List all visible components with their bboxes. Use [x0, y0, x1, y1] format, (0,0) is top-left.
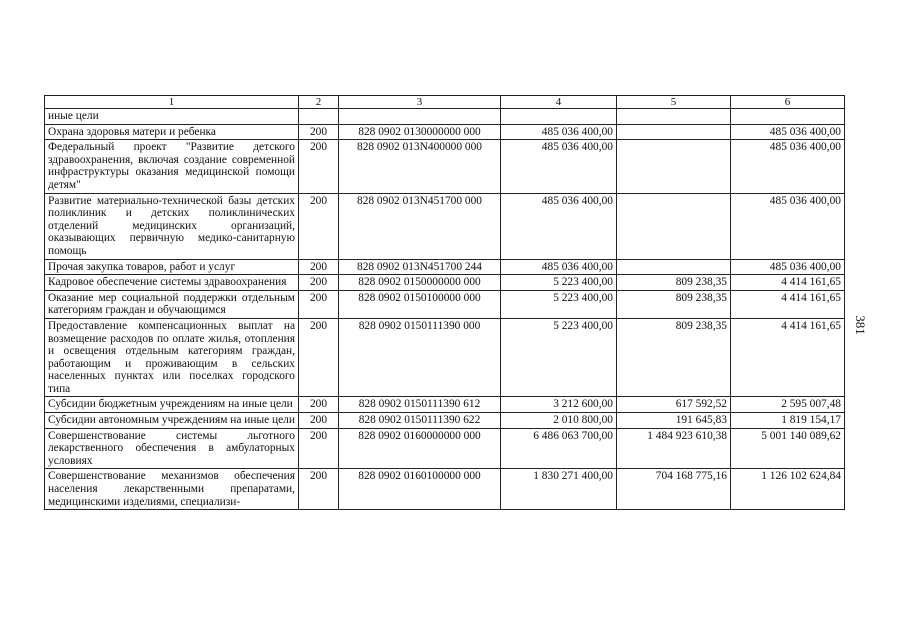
header-cell: 1 [45, 96, 299, 109]
header-cell: 3 [339, 96, 501, 109]
row-amount-executed [617, 124, 731, 140]
row-amount-remaining: 485 036 400,00 [731, 193, 845, 259]
row-description: Прочая закупка товаров, работ и услуг [45, 259, 299, 275]
row-amount-executed: 1 484 923 610,38 [617, 428, 731, 469]
header-cell: 6 [731, 96, 845, 109]
row-amount-remaining: 2 595 007,48 [731, 397, 845, 413]
row-description: Субсидии автономным учреждениям на иные цели [45, 413, 299, 429]
row-amount-plan: 3 212 600,00 [501, 397, 617, 413]
row-code: 200 [299, 193, 339, 259]
row-classification: 828 0902 013N451700 000 [339, 193, 501, 259]
table-row [45, 469, 845, 510]
row-amount-plan [501, 109, 617, 125]
row-description: Кадровое обеспечение системы здравоохранения [45, 275, 299, 291]
row-amount-executed [617, 193, 731, 259]
page-number: 381 [853, 315, 868, 335]
row-classification: 828 0902 0160000000 000 [339, 428, 501, 469]
header-cell: 4 [501, 96, 617, 109]
row-amount-plan: 2 010 800,00 [501, 413, 617, 429]
row-classification: 828 0902 0150000000 000 [339, 275, 501, 291]
row-amount-remaining: 485 036 400,00 [731, 124, 845, 140]
row-amount-executed: 617 592,52 [617, 397, 731, 413]
row-amount-executed [617, 259, 731, 275]
row-code: 200 [299, 428, 339, 469]
row-amount-executed: 191 645,83 [617, 413, 731, 429]
row-code: 200 [299, 397, 339, 413]
row-description: Оказание мер социальной поддержки отдельным категориям граждан и обучающимся [45, 290, 299, 318]
table-row [45, 290, 845, 318]
row-code: 200 [299, 290, 339, 318]
budget-table [44, 95, 845, 510]
header-cell: 2 [299, 96, 339, 109]
row-classification [339, 109, 501, 125]
row-amount-executed [617, 109, 731, 125]
table-row [45, 413, 845, 429]
row-amount-remaining: 4 414 161,65 [731, 318, 845, 397]
row-description: Предоставление компенсационных выплат на возмещение расходов по оплате жилья, отопления и освещения отдельным категориям граждан, работающим и проживающим в сельских населенных пунктах или поселках городского типа [45, 318, 299, 397]
row-description: Совершенствование механизмов обеспечения населения лекарственными препаратами, медицинскими изделиями, специализи- [45, 469, 299, 510]
row-amount-remaining: 4 414 161,65 [731, 275, 845, 291]
row-code: 200 [299, 318, 339, 397]
row-amount-remaining: 1 126 102 624,84 [731, 469, 845, 510]
row-amount-plan: 5 223 400,00 [501, 318, 617, 397]
table-row [45, 124, 845, 140]
row-amount-remaining: 485 036 400,00 [731, 259, 845, 275]
row-amount-plan: 1 830 271 400,00 [501, 469, 617, 510]
row-description: Охрана здоровья матери и ребенка [45, 124, 299, 140]
row-classification: 828 0902 013N400000 000 [339, 140, 501, 193]
row-amount-executed: 809 238,35 [617, 290, 731, 318]
row-description: иные цели [45, 109, 299, 125]
row-description: Субсидии бюджетным учреждениям на иные цели [45, 397, 299, 413]
row-description: Совершенствование системы льготного лекарственного обеспечения в амбулаторных условиях [45, 428, 299, 469]
row-amount-remaining: 5 001 140 089,62 [731, 428, 845, 469]
table-header-row [45, 96, 845, 109]
row-code: 200 [299, 259, 339, 275]
row-amount-plan: 485 036 400,00 [501, 140, 617, 193]
row-amount-remaining: 485 036 400,00 [731, 140, 845, 193]
row-amount-plan: 485 036 400,00 [501, 193, 617, 259]
row-classification: 828 0902 0150111390 622 [339, 413, 501, 429]
table-row [45, 428, 845, 469]
row-amount-plan: 485 036 400,00 [501, 124, 617, 140]
row-amount-executed: 809 238,35 [617, 275, 731, 291]
table-row [45, 259, 845, 275]
row-amount-plan: 5 223 400,00 [501, 290, 617, 318]
row-classification: 828 0902 013N451700 244 [339, 259, 501, 275]
row-amount-executed: 704 168 775,16 [617, 469, 731, 510]
row-amount-executed [617, 140, 731, 193]
table-row [45, 109, 845, 125]
row-code: 200 [299, 469, 339, 510]
row-amount-plan: 485 036 400,00 [501, 259, 617, 275]
row-classification: 828 0902 0150111390 000 [339, 318, 501, 397]
row-amount-remaining: 1 819 154,17 [731, 413, 845, 429]
row-description: Развитие материально-технической базы детских поликлиник и детских поликлинических отделений медицинских организаций, оказывающих первичную медико-санитарную помощь [45, 193, 299, 259]
header-cell: 5 [617, 96, 731, 109]
row-classification: 828 0902 0150111390 612 [339, 397, 501, 413]
table-row [45, 275, 845, 291]
row-amount-remaining: 4 414 161,65 [731, 290, 845, 318]
row-classification: 828 0902 0160100000 000 [339, 469, 501, 510]
row-classification: 828 0902 0130000000 000 [339, 124, 501, 140]
table-row [45, 193, 845, 259]
table-row [45, 397, 845, 413]
row-code [299, 109, 339, 125]
table-row [45, 140, 845, 193]
row-code: 200 [299, 413, 339, 429]
row-amount-remaining [731, 109, 845, 125]
row-code: 200 [299, 140, 339, 193]
row-classification: 828 0902 0150100000 000 [339, 290, 501, 318]
row-amount-plan: 5 223 400,00 [501, 275, 617, 291]
row-code: 200 [299, 275, 339, 291]
table-row [45, 318, 845, 397]
row-description: Федеральный проект "Развитие детского здравоохранения, включая создание современной инфраструктуры оказания медицинской помощи детям" [45, 140, 299, 193]
row-code: 200 [299, 124, 339, 140]
row-amount-plan: 6 486 063 700,00 [501, 428, 617, 469]
row-amount-executed: 809 238,35 [617, 318, 731, 397]
